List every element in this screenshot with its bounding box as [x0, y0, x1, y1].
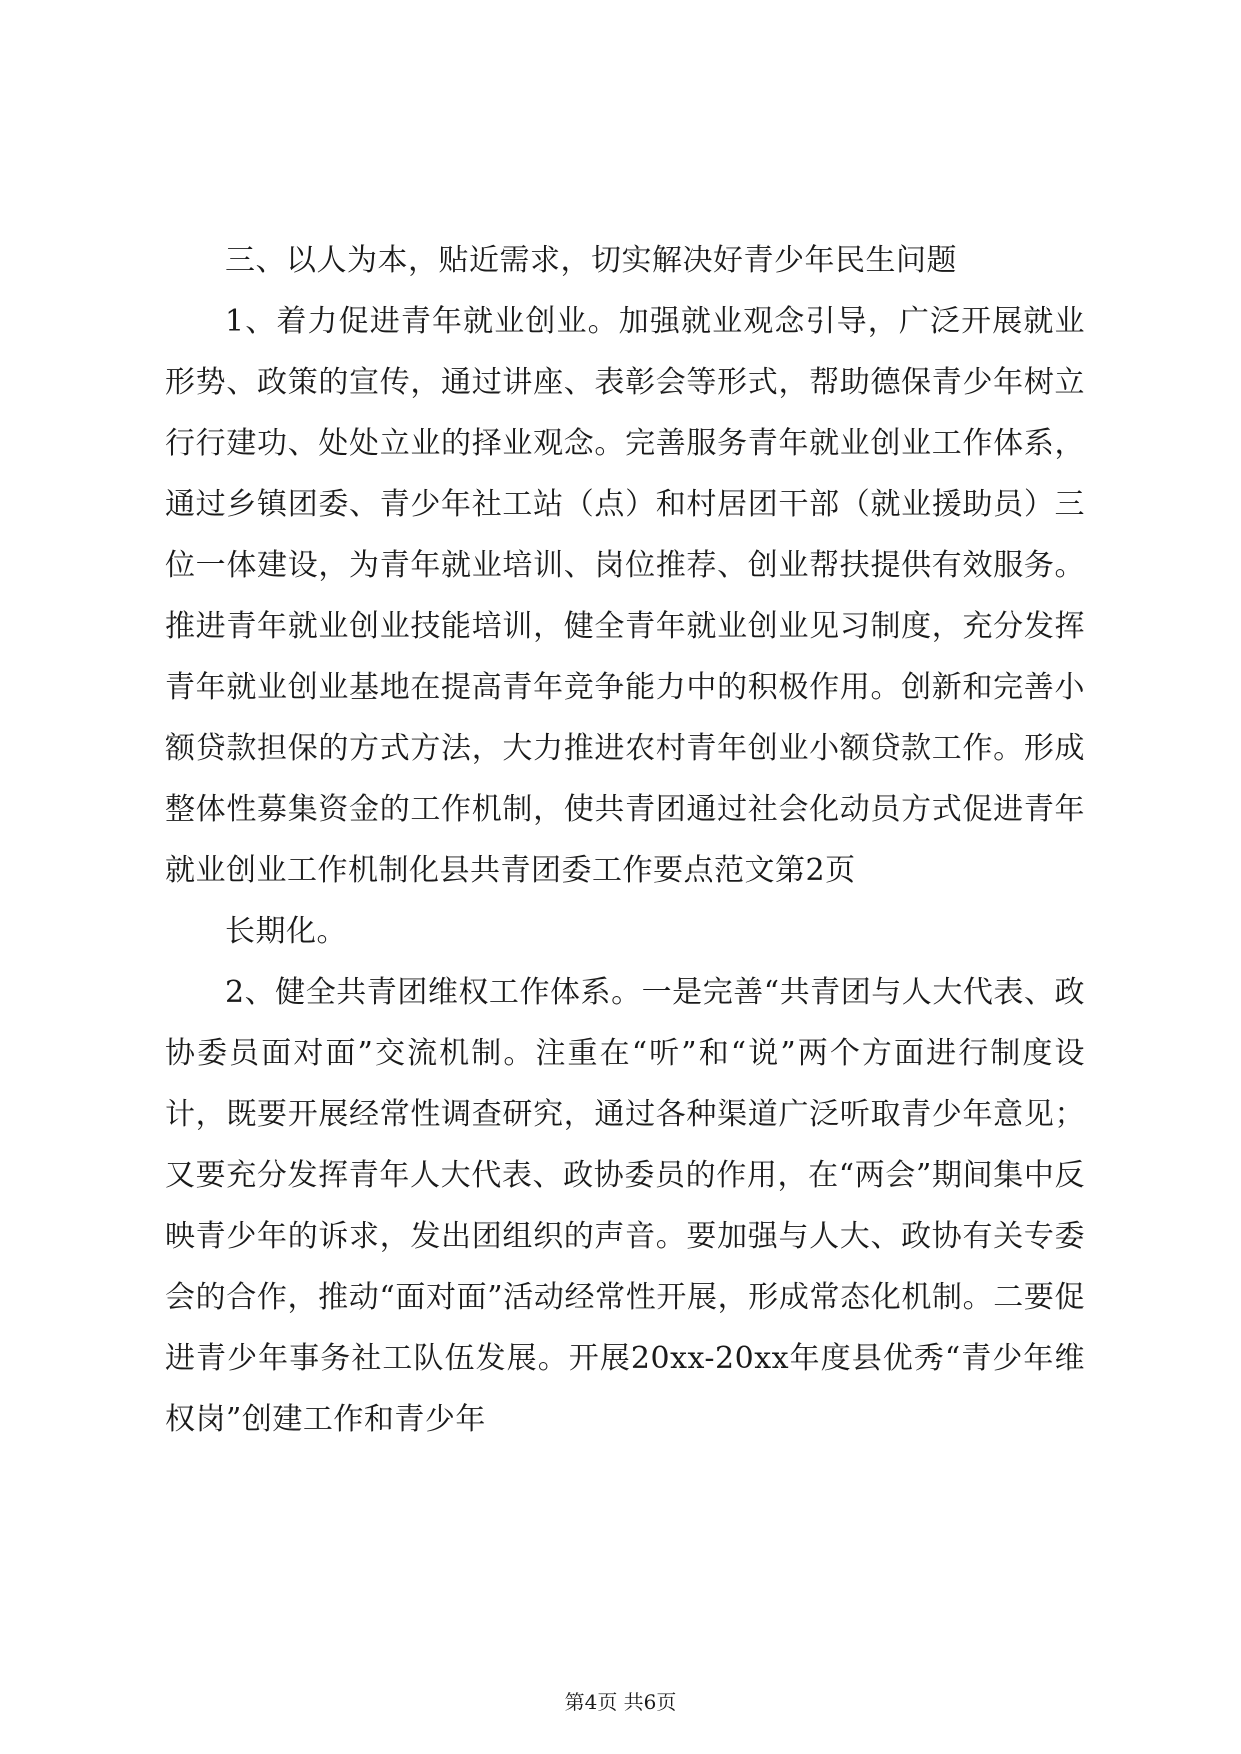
paragraph-rights-protection: 2、健全共青团维权工作体系。一是完善“共青团与人大代表、政协委员面对面”交流机制。注重在“听”和“说”两个方面进行制度设计，既要开展经常性调查研究，通过各种渠道广泛听取青少年意见；又要充分发挥青年人大代表、政协委员的作用，在“两会”期间集中反映青少年的诉求，发出团组织的声音。要加强与人大、政协有关专委会的合作，推动“面对面”活动经常性开展，形成常态化机制。二要促进青少年事务社工队伍发展。开展20xx-20xx年度县优秀“青少年维权岗”创建工作和青少年 — [165, 975, 1085, 1437]
paragraph-employment: 1、着力促进青年就业创业。加强就业观念引导，广泛开展就业形势、政策的宣传，通过讲座、表彰会等形式，帮助德保青少年树立行行建功、处处立业的择业观念。完善服务青年就业创业工作体系，通过乡镇团委、青少年社工站（点）和村居团干部（就业援助员）三位一体建设，为青年就业培训、岗位推荐、创业帮扶提供有效服务。推进青年就业创业技能培训，健全青年就业创业见习制度，充分发挥青年就业创业基地在提高青年竞争能力中的积极作用。创新和完善小额贷款担保的方式方法，大力推进农村青年创业小额贷款工作。形成整体性募集资金的工作机制，使共青团通过社会化动员方式促进青年就业创业工作机制化县共青团委工作要点范文第2页 — [165, 304, 1085, 888]
page-number-footer: 第4页 共6页 — [564, 1690, 677, 1714]
paragraph-continuation: 长期化。 — [225, 914, 347, 949]
document-body — [165, 230, 1085, 1450]
section-heading: 三、以人为本，贴近需求，切实解决好青少年民生问题 — [225, 243, 957, 278]
